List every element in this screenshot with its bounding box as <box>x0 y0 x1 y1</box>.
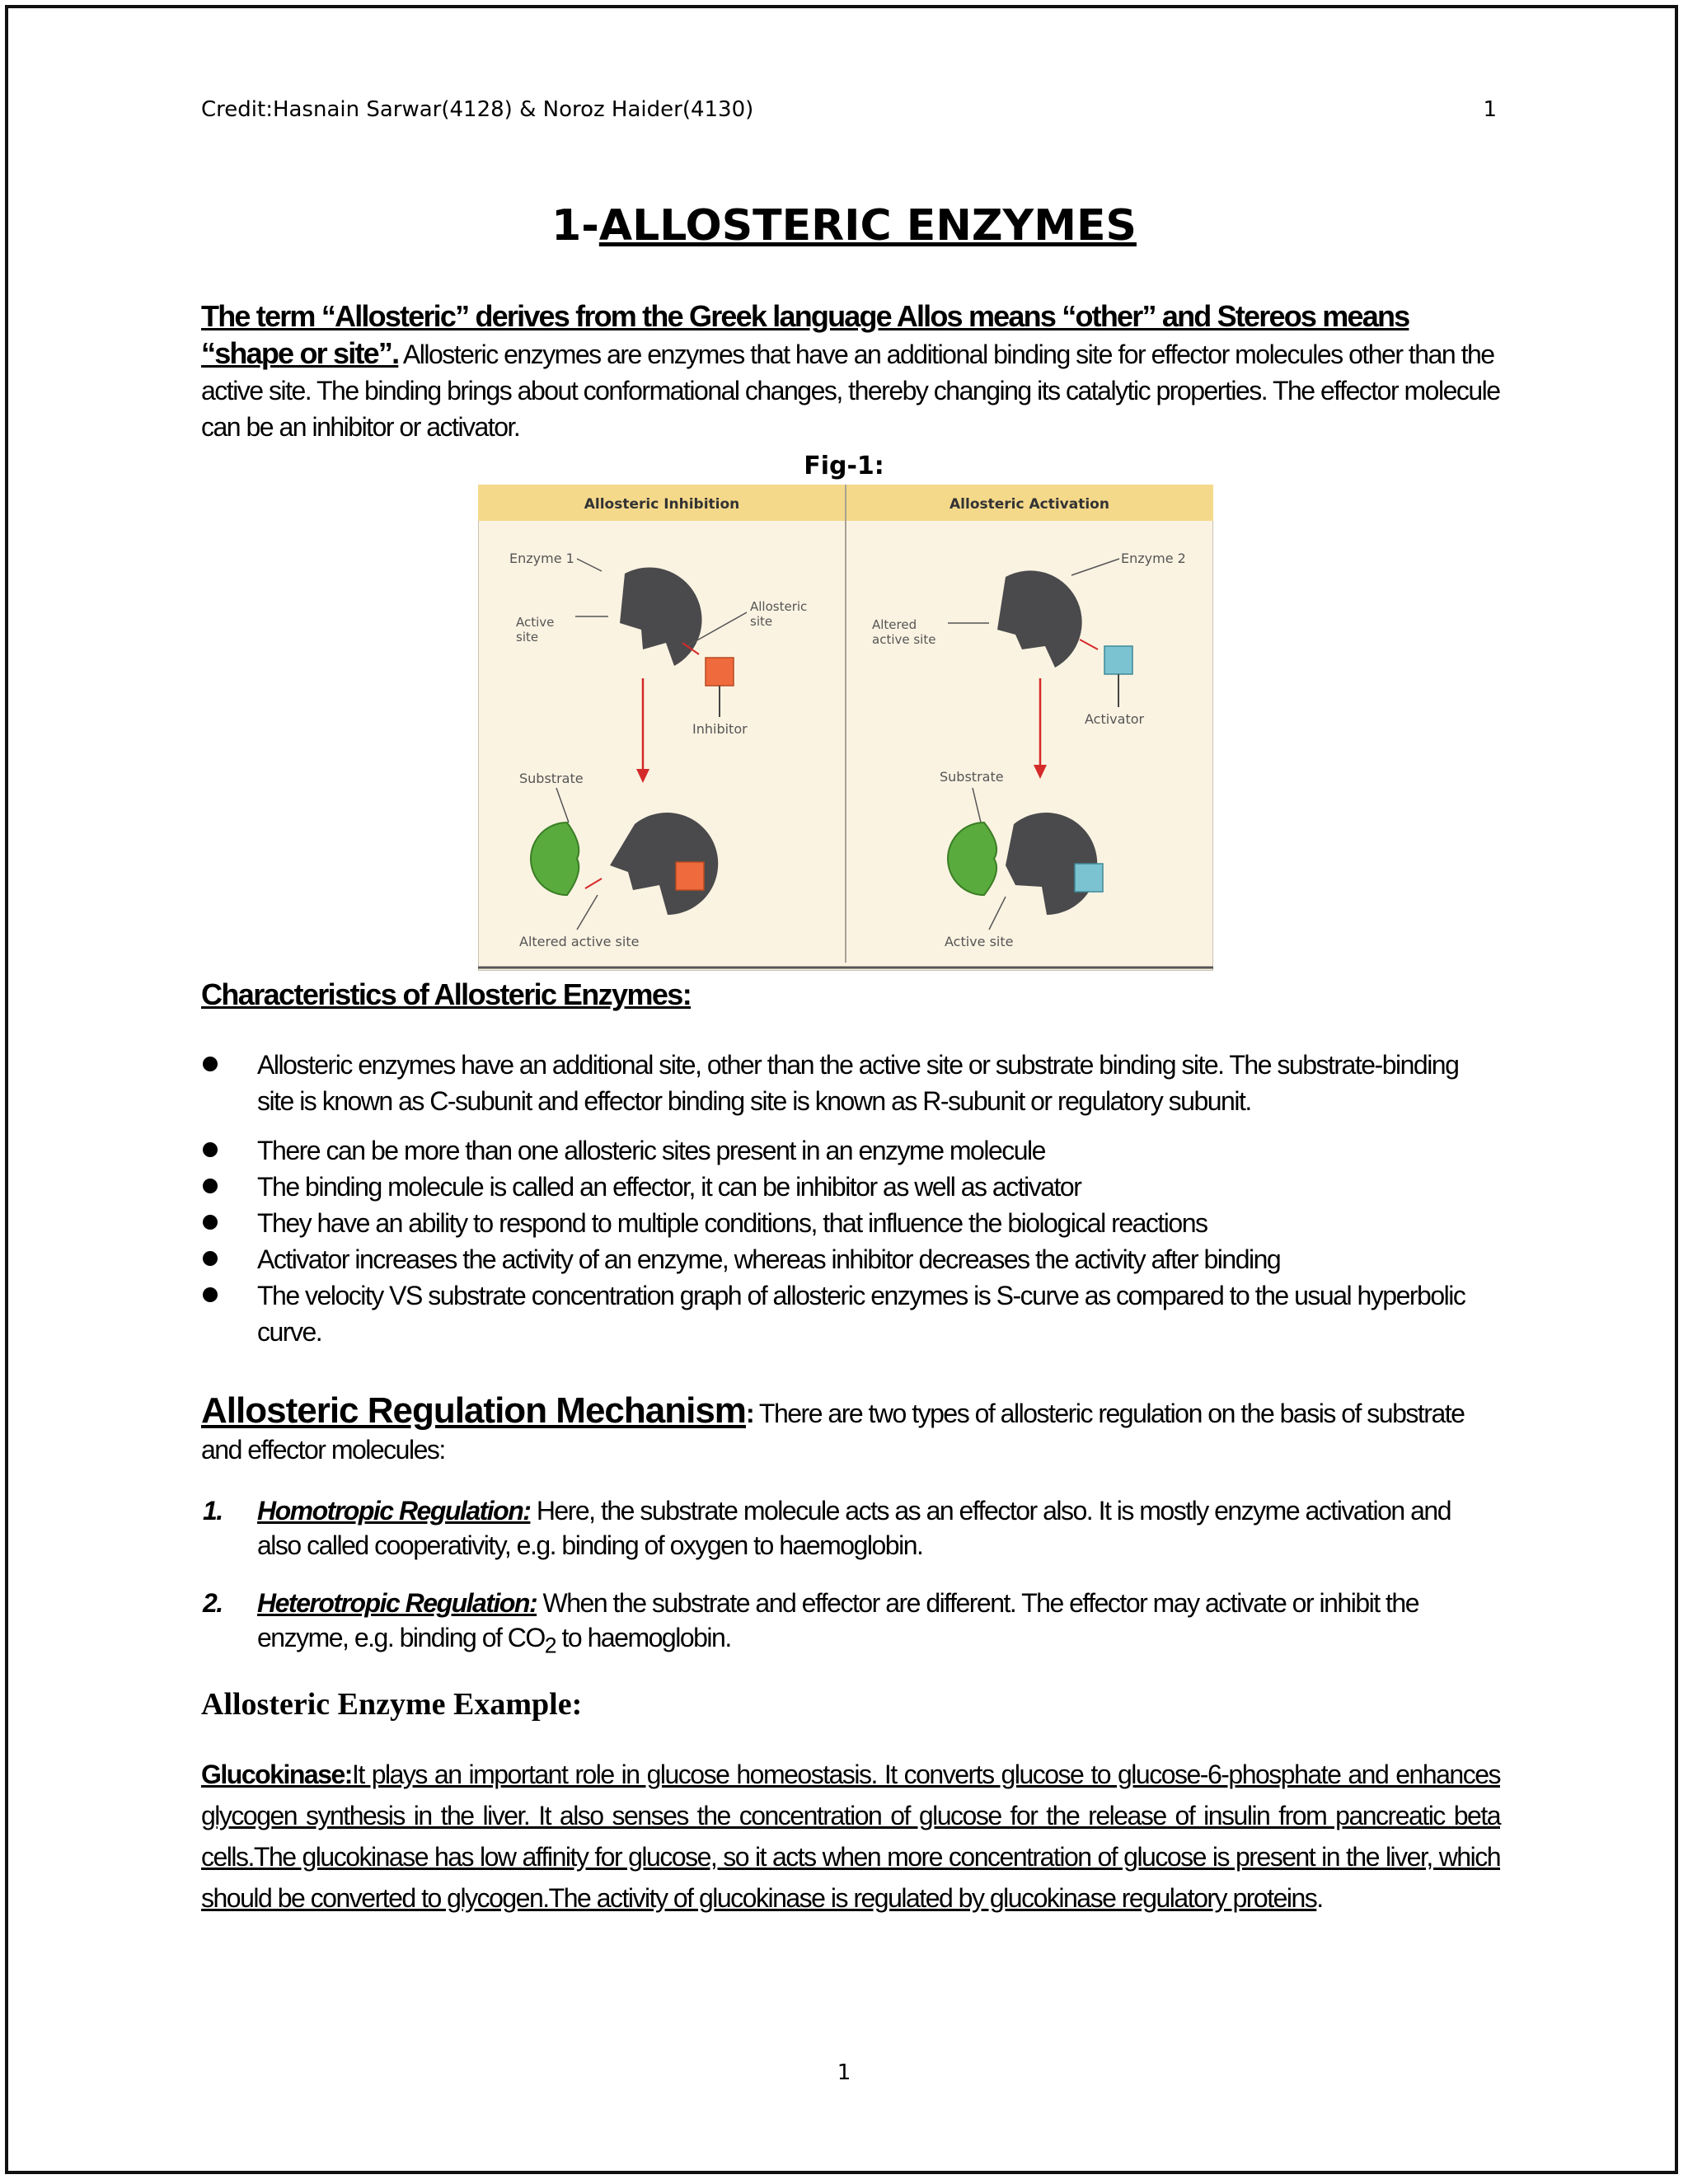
mechanism-heading: Allosteric Regulation Mechanism <box>201 1390 746 1431</box>
activator-square <box>1104 646 1132 674</box>
activator-label: Activator <box>1085 711 1145 727</box>
item-number: 1. <box>203 1496 223 1526</box>
altered-active-site-right-label: Altered active site <box>872 617 936 647</box>
inhibitor-square <box>706 658 734 686</box>
inhibitor-label: Inhibitor <box>692 721 748 737</box>
list-item: There can be more than one allosteric sites present in an enzyme molecule <box>201 1132 1500 1169</box>
homotropic-text: Here, the substrate molecule acts as an effector also. It is mostly enzyme activation and also called cooperativity, e.g. binding of oxygen to haemoglobin. <box>257 1496 1451 1560</box>
characteristics-list <box>201 1047 1500 1350</box>
inhibition-panel-title: Allosteric Inhibition <box>584 496 740 513</box>
glucokinase-term: Glucokinase: <box>201 1760 352 1789</box>
substrate-label-right: Substrate <box>940 769 1004 785</box>
page-header <box>201 97 1497 122</box>
example-heading: Allosteric Enzyme Example: <box>201 1687 583 1722</box>
active-site-bottom-label: Active site <box>945 934 1014 949</box>
title-prefix: 1- <box>551 201 599 251</box>
intro-body: Allosteric enzymes are enzymes that have an additional binding site for effector molecules other than the active site. The binding brings about conformational changes, thereby changing its catalytic properties. The effector molecule can be an inhibitor or activator. <box>201 340 1500 442</box>
list-item: Activator increases the activity of an enzyme, whereas inhibitor decreases the activity after binding <box>201 1241 1500 1277</box>
intro-lead: The term “Allosteric” derives from the Greek language Allos means “other” and Stereos means “shape or site”. <box>201 299 1409 370</box>
co2-subscript: 2 <box>544 1633 556 1658</box>
glucokinase-end: . <box>1316 1883 1323 1913</box>
activation-panel-title: Allosteric Activation <box>950 496 1109 513</box>
enzyme-1-label: Enzyme 1 <box>509 551 574 566</box>
allosteric-site-label: Allosteric site <box>750 599 808 629</box>
footer-page-number: 1 <box>837 2060 851 2085</box>
enzyme-2-label: Enzyme 2 <box>1121 551 1186 566</box>
item-number: 2. <box>203 1588 223 1618</box>
substrate-label-left: Substrate <box>519 771 584 786</box>
header-page-number: 1 <box>1483 97 1497 122</box>
inhibitor-bound-square <box>676 862 704 890</box>
mechanism-colon: : <box>745 1399 754 1428</box>
page-title <box>0 201 1688 251</box>
list-item: The velocity VS substrate concentration graph of allosteric enzymes is S-curve as compared to the usual hyperbolic curve. <box>201 1277 1500 1350</box>
list-item: They have an ability to respond to multiple conditions, that influence the biological reactions <box>201 1205 1500 1241</box>
activator-bound-square <box>1075 864 1103 892</box>
glucokinase-text: It plays an important role in glucose homeostasis. It converts glucose to glucose-6-phosphate and enhances glycogen synthesis in the liver. It also senses the concentration of glucose for the release of insulin from pancreatic beta cells.The glucokinase has low affinity for glucose, so it acts when more concentration of glucose is present in the liver, which should be converted to glycogen.The activity of glucokinase is regulated by glucokinase regulatory proteins <box>201 1760 1500 1913</box>
regulation-list <box>201 1493 1500 1662</box>
credit-line: Credit:Hasnain Sarwar(4128) & Noroz Haider(4130) <box>201 97 754 122</box>
allosteric-figure <box>478 485 1213 971</box>
altered-active-site-label: Altered active site <box>519 934 640 949</box>
homotropic-term: Homotropic Regulation: <box>257 1496 531 1526</box>
heterotropic-term: Heterotropic Regulation: <box>257 1588 537 1618</box>
active-site-label: Active site <box>516 615 555 644</box>
heterotropic-text-a: When the substrate and effector are different. The effector may activate or inhibit the enzyme, e.g. binding of CO <box>257 1588 1418 1652</box>
characteristics-heading: Characteristics of Allosteric Enzymes: <box>201 977 692 1011</box>
glucokinase-paragraph <box>201 1754 1500 1919</box>
mechanism-paragraph <box>201 1390 1500 1468</box>
figure-caption: Fig-1: <box>804 452 884 480</box>
mechanism-text: There are two types of allosteric regulation on the basis of substrate and effector molecules: <box>201 1399 1465 1465</box>
heterotropic-text-b: to haemoglobin. <box>556 1623 731 1652</box>
list-item: The binding molecule is called an effector, it can be inhibitor as well as activator <box>201 1169 1500 1205</box>
list-item <box>201 1493 1500 1563</box>
intro-paragraph <box>201 298 1500 445</box>
list-item: Allosteric enzymes have an additional site, other than the active site or substrate binding site. The substrate-binding site is known as C-subunit and effector binding site is known as R-subunit or regulatory subunit. <box>201 1047 1500 1119</box>
title-main: ALLOSTERIC ENZYMES <box>598 201 1137 251</box>
list-item <box>201 1586 1500 1662</box>
